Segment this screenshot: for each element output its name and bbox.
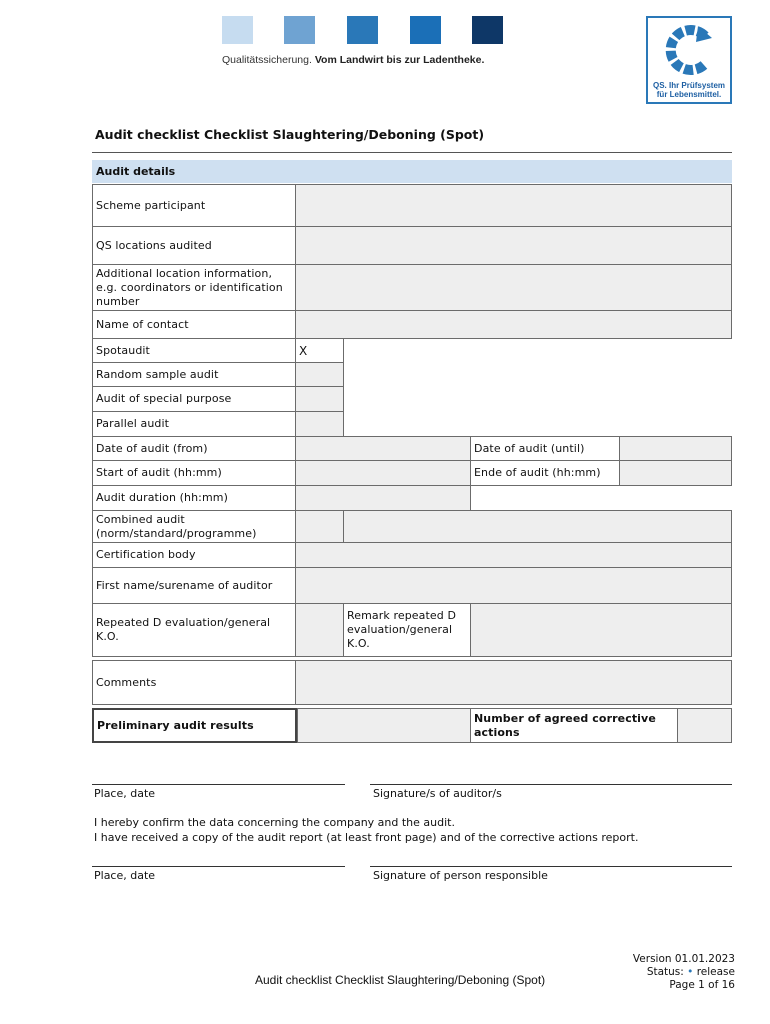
combined-audit-field[interactable] (343, 510, 732, 543)
comments-label: Comments (92, 660, 296, 705)
brand-square-4 (410, 16, 441, 44)
tagline (222, 54, 484, 66)
random-sample-label: Random sample audit (92, 362, 296, 387)
auditor-signature-line[interactable] (370, 784, 732, 785)
preliminary-results-field[interactable] (297, 708, 471, 743)
parallel-audit-checkbox[interactable] (295, 411, 344, 437)
audit-details-header (92, 160, 732, 183)
qs-logo-text (648, 81, 730, 99)
audit-details-title: Audit details (96, 165, 176, 178)
date-until-field[interactable] (619, 436, 732, 461)
date-from-field[interactable] (295, 436, 471, 461)
parallel-audit-label: Parallel audit (92, 411, 296, 437)
remark-repeated-label: Remark repeated D evaluation/general K.O. (343, 603, 471, 657)
auditor-name-label: First name/surename of auditor (92, 567, 296, 604)
special-purpose-checkbox[interactable] (295, 386, 344, 412)
remark-repeated-field[interactable] (470, 603, 732, 657)
footer-status (600, 966, 735, 979)
qs-locations-field[interactable] (295, 226, 732, 265)
tagline-bold: Vom Landwirt bis zur Ladentheke. (314, 54, 485, 66)
preliminary-results-label: Preliminary audit results (92, 708, 297, 743)
document-title: Audit checklist Checklist Slaughtering/Deboning (Spot) (95, 127, 485, 142)
name-of-contact-field[interactable] (295, 310, 732, 339)
brand-square-3 (347, 16, 378, 44)
date-from-label: Date of audit (from) (92, 436, 296, 461)
corrective-actions-label: Number of agreed corrective actions (470, 708, 678, 743)
qs-locations-label: QS locations audited (92, 226, 296, 265)
combined-audit-checkbox[interactable] (295, 510, 344, 543)
brand-square-2 (284, 16, 315, 44)
confirmation-line-1: I hereby confirm the data concerning the company and the audit. (94, 816, 455, 829)
footer-status-value: release (696, 966, 735, 978)
qs-logo-icon (648, 18, 730, 80)
random-sample-checkbox[interactable] (295, 362, 344, 387)
footer-status-bullet: • (687, 966, 694, 978)
title-divider (92, 152, 732, 153)
corrective-actions-field[interactable] (677, 708, 732, 743)
place-date-label-2: Place, date (94, 869, 156, 882)
qs-logo-line2: für Lebensmittel. (656, 90, 722, 99)
combined-audit-label: Combined audit (norm/standard/programme) (92, 510, 296, 543)
comments-field[interactable] (295, 660, 732, 705)
audit-duration-field[interactable] (295, 485, 471, 511)
brand-square-1 (222, 16, 253, 44)
footer-status-prefix: Status: (646, 966, 684, 978)
auditor-name-field[interactable] (295, 567, 732, 604)
end-of-audit-field[interactable] (619, 460, 732, 486)
responsible-signature-line[interactable] (370, 866, 732, 867)
responsible-signature-label: Signature of person responsible (373, 869, 548, 882)
confirmation-line-2: I have received a copy of the audit report (at least front page) and of the corrective actions report. (94, 831, 639, 844)
start-of-audit-field[interactable] (295, 460, 471, 486)
spotaudit-checkbox[interactable]: X (295, 338, 344, 363)
place-date-label-1: Place, date (94, 787, 156, 800)
spotaudit-label: Spotaudit (92, 338, 296, 363)
repeated-d-label: Repeated D evaluation/general K.O. (92, 603, 296, 657)
certification-body-field[interactable] (295, 542, 732, 568)
name-of-contact-label: Name of contact (92, 310, 296, 339)
scheme-participant-field[interactable] (295, 184, 732, 227)
end-of-audit-label: Ende of audit (hh:mm) (470, 460, 620, 486)
certification-body-label: Certification body (92, 542, 296, 568)
place-date-line-2[interactable] (92, 866, 345, 867)
tagline-regular: Qualitätssicherung. (222, 54, 312, 66)
repeated-d-field[interactable] (295, 603, 344, 657)
additional-location-label: Additional location information, e.g. coordinators or identification number (92, 264, 296, 311)
place-date-line-1[interactable] (92, 784, 345, 785)
brand-square-5 (472, 16, 503, 44)
footer-page: Page 1 of 16 (669, 979, 735, 991)
scheme-participant-label: Scheme participant (92, 184, 296, 227)
auditor-signature-label: Signature/s of auditor/s (373, 787, 502, 800)
start-of-audit-label: Start of audit (hh:mm) (92, 460, 296, 486)
date-until-label: Date of audit (until) (470, 436, 620, 461)
qs-logo-line1: QS. Ihr Prüfsystem (652, 81, 726, 90)
special-purpose-label: Audit of special purpose (92, 386, 296, 412)
confirmation-text (94, 815, 638, 845)
additional-location-field[interactable] (295, 264, 732, 311)
qs-logo (646, 16, 732, 104)
audit-duration-label: Audit duration (hh:mm) (92, 485, 296, 511)
footer-version: Version 01.01.2023 (632, 953, 735, 965)
footer-meta (600, 953, 735, 992)
footer-title: Audit checklist Checklist Slaughtering/Deboning (Spot) (255, 973, 546, 987)
